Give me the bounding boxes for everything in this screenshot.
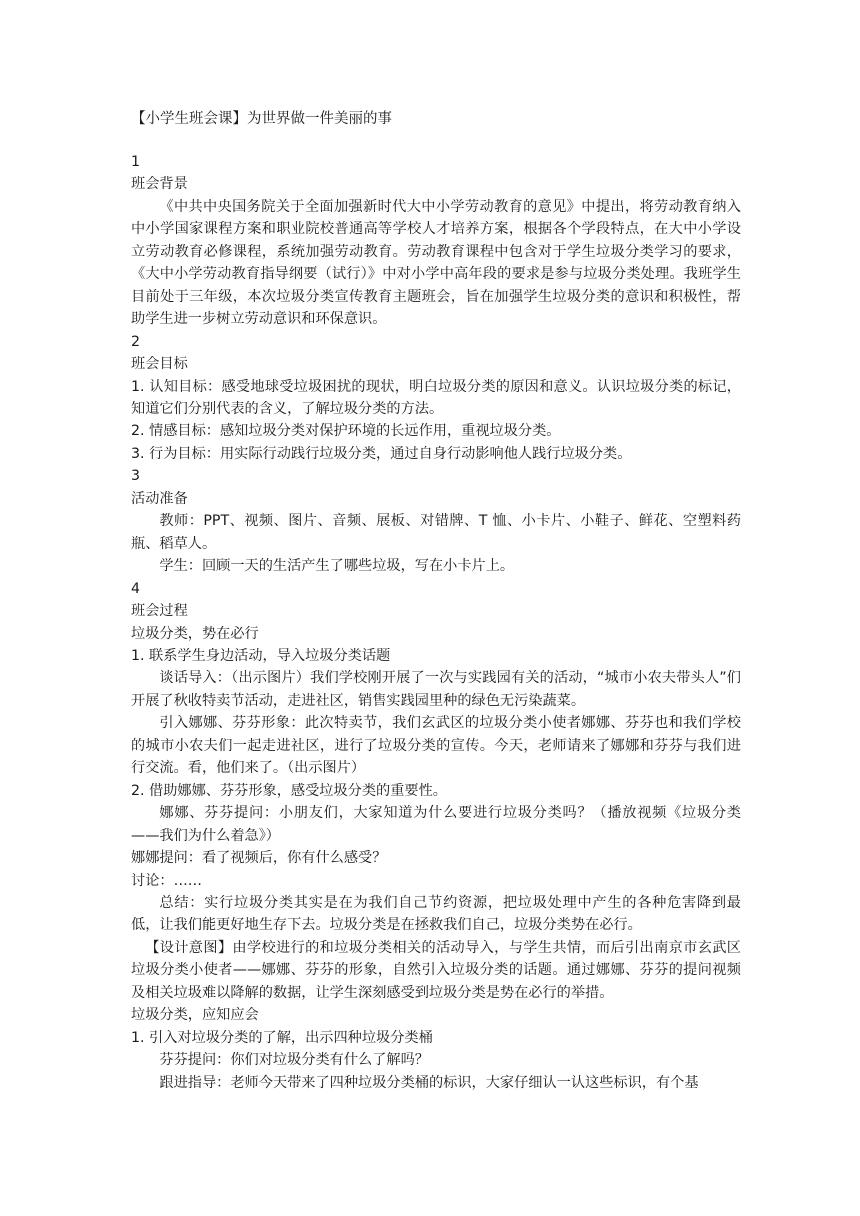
question-paragraph: 娜娜、芬芬提问：小朋友们，大家知道为什么要进行垃圾分类吗？（播放视频《垃圾分类——我们为什么着急》） (131, 805, 741, 844)
question-paragraph: 娜娜提问：看了视频后，你有什么感受？ (131, 850, 387, 867)
section-heading-preparation: 活动准备 (131, 490, 188, 507)
goal-item: 1. 认知目标：感受地球受垃圾困扰的现状，明白垃圾分类的原因和意义。认识垃圾分类的标记，知道它们分别代表的含义，了解垃圾分类的方法。 (131, 378, 741, 417)
step-item: 2. 借助娜娜、芬芬形象，感受垃圾分类的重要性。 (131, 782, 447, 799)
section-number: 4 (131, 580, 141, 597)
section-number: 3 (131, 468, 141, 485)
design-intent-paragraph: 【设计意图】由学校进行的和垃圾分类相关的活动导入，与学生共情，而后引出南京市玄武区垃圾分类小使者——娜娜、芬芬的形象，自然引入垃圾分类的话题。通过娜娜、芬芬的提问视频及相关垃圾难以降解的数据，让学生深刻感受到垃圾分类是势在必行的举措。 (131, 939, 741, 1001)
guidance-paragraph: 跟进指导：老师今天带来了四种垃圾分类桶的标识，大家仔细认一认这些标识，有个基 (159, 1074, 699, 1091)
document-body (131, 151, 741, 1094)
question-paragraph: 芬芬提问：你们对垃圾分类有什么了解吗？ (159, 1052, 429, 1069)
part-title: 垃圾分类，应知应会 (131, 1007, 259, 1024)
teacher-preparation: 教师：PPT、视频、图片、音频、展板、对错牌、T 恤、小卡片、小鞋子、鲜花、空塑料药瓶、稻草人。 (131, 513, 741, 552)
talk-intro-paragraph: 谈话导入：（出示图片）我们学校刚开展了一次与实践园有关的活动，“城市小农夫带头人”们开展了秋收特卖节活动，走进社区，销售实践园里种的绿色无污染蔬菜。 (131, 670, 741, 709)
goal-item: 2. 情感目标：感知垃圾分类对保护环境的长远作用，重视垃圾分类。 (131, 423, 561, 440)
step-item: 1. 联系学生身边活动，导入垃圾分类话题 (131, 647, 391, 664)
section-heading-goals: 班会目标 (131, 356, 188, 373)
goal-item: 3. 行为目标：用实际行动践行垃圾分类，通过自身行动影响他人践行垃圾分类。 (131, 445, 632, 462)
section-number: 2 (131, 333, 141, 350)
step-item: 1. 引入对垃圾分类的了解，出示四种垃圾分类桶 (131, 1029, 433, 1046)
student-preparation: 学生：回顾一天的生活产生了哪些垃圾，写在小卡片上。 (159, 558, 515, 575)
document-title: 【小学生班会课】为世界做一件美丽的事 (131, 111, 392, 127)
intro-characters-paragraph: 引入娜娜、芬芬形象：此次特卖节，我们玄武区的垃圾分类小使者娜娜、芬芬也和我们学校的城市小农夫们一起走进社区，进行了垃圾分类的宣传。今天，老师请来了娜娜和芬芬与我们进行交流。看，他们来了。（出示图片） (131, 715, 741, 777)
summary-paragraph: 总结：实行垃圾分类其实是在为我们自己节约资源，把垃圾处理中产生的各种危害降到最低，让我们能更好地生存下去。垃圾分类是在拯救我们自己，垃圾分类势在必行。 (131, 894, 741, 934)
section-heading-process: 班会过程 (131, 603, 188, 620)
discussion-line: 讨论：…… (131, 872, 202, 889)
background-paragraph: 《中共中央国务院关于全面加强新时代大中小学劳动教育的意见》中提出，将劳动教育纳入中小学国家课程方案和职业院校普通高等学校人才培养方案，根据各个学段特点，在大中小学设立劳动教育必修课程，系统加强劳动教育。劳动教育课程中包含对于学生垃圾分类学习的要求，《大中小学劳动教育指导纲要（试行）》中对小学中高年段的要求是参与垃圾分类处理。我班学生目前处于三年级，本次垃圾分类宣传教育主题班会，旨在加强学生垃圾分类的意识和积极性，帮助学生进一步树立劳动意识和环保意识。 (131, 198, 741, 328)
section-heading-background: 班会背景 (131, 176, 188, 193)
section-number: 1 (131, 154, 141, 170)
part-title: 垃圾分类，势在必行 (131, 625, 259, 642)
